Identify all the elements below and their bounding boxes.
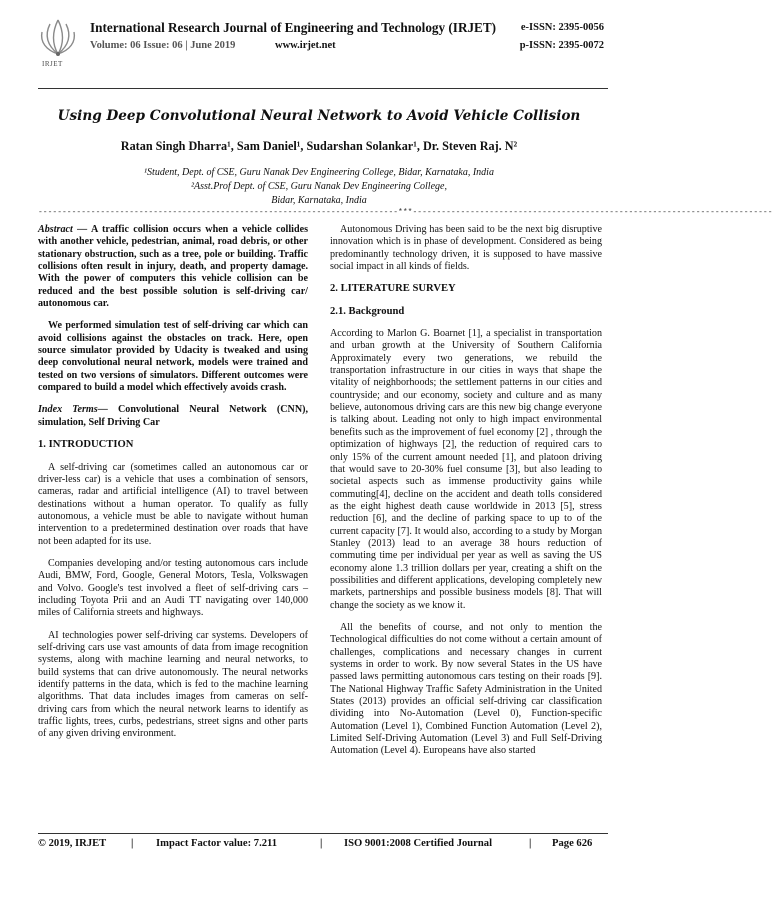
journal-website[interactable]: www.irjet.net xyxy=(275,40,336,51)
affiliation-2: ²Asst.Prof Dept. of CSE, Guru Nanak Dev Engineering College, xyxy=(191,181,447,192)
introduction-heading: 1. INTRODUCTION xyxy=(38,439,134,451)
index-terms-label: Index Terms— xyxy=(38,404,108,416)
footer-divider: | xyxy=(529,838,532,849)
intro-paragraph-3: AI technologies power self-driving car systems. Developers of self-driving cars use vast amounts of data from image recognition systems, along with machine learning and neural networks, to build systems that can drive autonomously. The neural networks identify patterns in the data, which is fed to the machine learning algorithms. That data includes images from cameras on self-driving cars from which the neural network learns to identify as traffic lights, trees, curbs, pedestrians, street signs and other parts of any given driving environment. xyxy=(38,629,308,740)
iso-certification: ISO 9001:2008 Certified Journal xyxy=(344,838,493,849)
paper-title: Using Deep Convolutional Neural Network to Avoid Vehicle Collision xyxy=(57,108,581,124)
affiliation-1: ¹Student, Dept. of CSE, Guru Nanak Dev Engineering College, Bidar, Karnataka, India xyxy=(144,167,494,178)
e-issn: e-ISSN: 2395-0056 xyxy=(520,22,604,33)
page-number: Page 626 xyxy=(552,838,593,849)
intro-paragraph-1: A self-driving car (sometimes called an autonomous car or driver-less car) is a vehicle that uses a combination of sensors, cameras, radar and artificial intelligence (AI) to travel between destinations without a human operator. To qualify as fully autonomous, a vehicle must be able to navigate without human intervention to a predetermined destination over roads that have not been adapted for its use. xyxy=(38,461,308,547)
p-issn: p-ISSN: 2395-0072 xyxy=(519,40,604,51)
autonomous-driving-paragraph: Autonomous Driving has been said to be the next big disruptive innovation which is in phase of development. Considered as being predominantly technology driven, it is supposed to have massive social impact in all kinds of fields. xyxy=(330,224,602,273)
footer-divider: | xyxy=(131,838,134,849)
paper-authors: Ratan Singh Dharra¹, Sam Daniel¹, Sudarshan Solankar¹, Dr. Steven Raj. N² xyxy=(120,139,518,153)
intro-paragraph-2: Companies developing and/or testing autonomous cars include Audi, BMW, Ford, Google, General Motors, Tesla, Volkswagen and Volvo. Google's test involved a fleet of self-driving cars – including Toyota Prii and an Audi TT navigating over 140,000 miles of California streets and highways. xyxy=(38,557,308,619)
affiliation-3: Bidar, Karnataka, India xyxy=(271,195,367,206)
abstract-text: A traffic collision occurs when a vehicle collides with another vehicle, pedestrian, animal, road debris, or other stationary obstruction, such as a tree, pole or building. Traffic collisions often result in injury, death, and property damage. With the power of computers this vehicle collision can be reduced and the best possible solution is self-driving car/ autonomous car. xyxy=(38,224,308,310)
copyright: © 2019, IRJET xyxy=(38,838,107,849)
background-paragraph-2: All the benefits of course, and not only to mention the Technological difficulties do not come without a certain amount of challenges, complications and necessary changes in current systems in order to work. By now several States in the US have passed laws permitting autonomous cars testing on their roads [9]. The National Highway Traffic Safety Administration in the United States (2013) provides an official self-driving car classification dividing into No-Automation (Level 0), Function-specific Automation (Level 1), Combined Function Automation (Level 2), Limited Self-Driving Automation (Level 3) and Full Self-Driving Automation (Level 4). Europeans have also started xyxy=(330,621,602,757)
journal-header xyxy=(38,16,608,74)
footer-divider: | xyxy=(320,838,323,849)
abstract-label: Abstract — xyxy=(38,224,88,235)
footer-rule xyxy=(38,833,608,834)
left-column xyxy=(38,224,308,751)
header-rule xyxy=(38,88,608,89)
logo-text: IRJET xyxy=(42,60,63,68)
volume-issue: Volume: 06 Issue: 06 | June 2019 xyxy=(90,40,236,51)
right-column xyxy=(330,224,602,768)
background-heading: 2.1. Background xyxy=(330,305,405,317)
background-paragraph-1: According to Marlon G. Boarnet [1], a specialist in transportation and urban growth at the University of Southern California Approximately every two generations, we rebuild the transportation infrastructure in our cities in ways that shape the vitality of neighborhoods; the settlement patterns in our cities and countryside; and our economy, society and culture and as many believe, autonomous driving cars are this new big change everyone is talking about. Leading not only to high impact environmental benefits such as the improvement of fuel economy [2] , through the optimization of highways [2], the reduction of required cars to only 15% of the current amount needed [1], and platoon driving that would save to 20-30% fuel consume [3], but also leading to societal aspects such as immense productivity gains while commuting[4], decline on the accident and death tolls considered as the eight highest death cause worldwide in 2013 [5], stress reduction [6], and the decline of parking space to up to of the current capacity [7]. It would also, according to a study by Morgan Stanley (2013) lead to an average 38 hours reduction of commuting time per individual per year as well as saving the US economy alone 1.3 trillion dollars per year, creating a shift on the possibilities and different applications, developing completely new markets, partnerships and possible business models [8]. That will change the society as we know it. xyxy=(330,328,602,611)
journal-title: International Research Journal of Engineering and Technology (IRJET) xyxy=(90,20,497,35)
abstract xyxy=(38,224,308,310)
index-terms xyxy=(38,404,308,429)
irjet-logo-icon xyxy=(38,16,78,66)
abstract-paragraph-2: We performed simulation test of self-driving car which can avoid collisions against the obstacles on track. Here, open source simulator provided by Udacity is tweaked and using deep convolutional neural network, models were trained and tested on two versions of simulators. Different outcomes were compared to build a model which effectively avoids crash. xyxy=(38,320,308,394)
index-terms-text: Convolutional Neural Network (CNN), simulation, Self Driving Car xyxy=(38,404,308,428)
section-separator: ---------------------------------------------------------------------------***--------------------------------------------------------------------------- xyxy=(38,208,773,217)
impact-factor: Impact Factor value: 7.211 xyxy=(156,838,278,849)
literature-survey-heading: 2. LITERATURE SURVEY xyxy=(330,283,456,295)
